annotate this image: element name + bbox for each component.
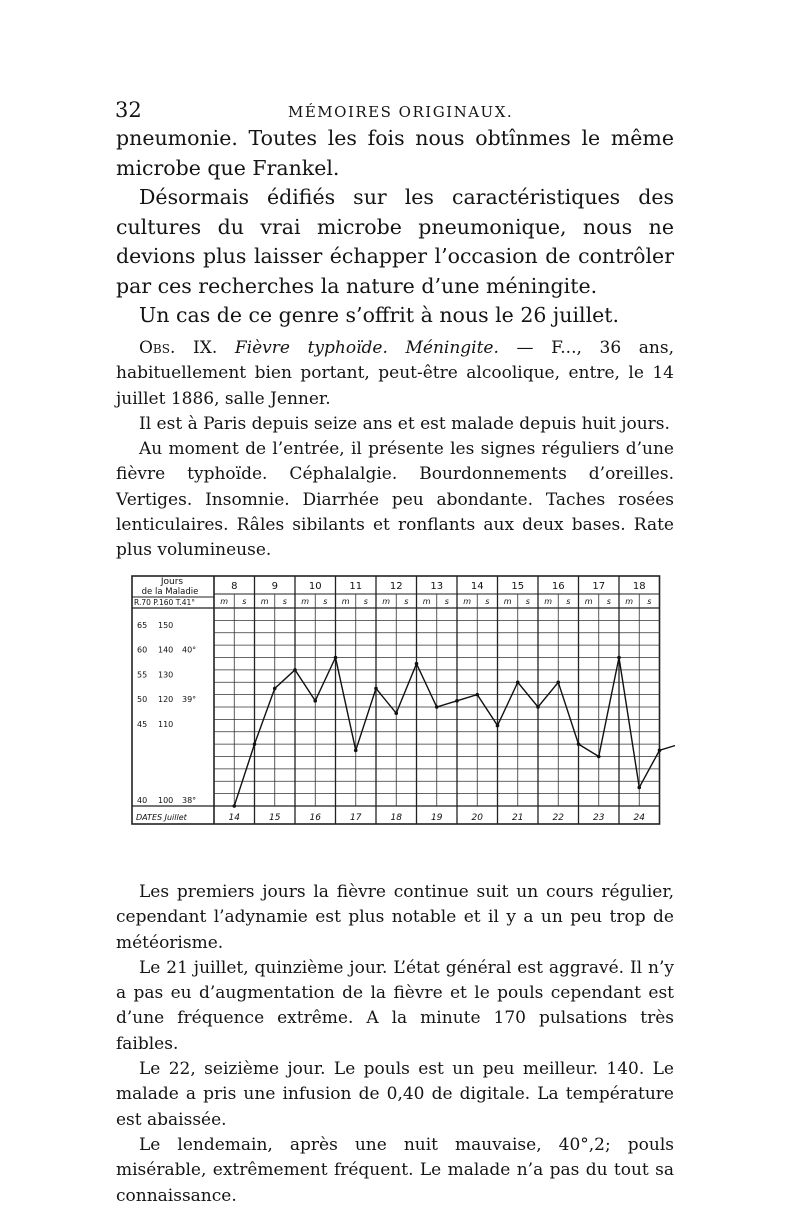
day-label: 14 — [470, 581, 484, 592]
intro-paragraph-3: Un cas de ce genre s’offrit à nous le 26 juillet. — [139, 303, 620, 327]
slot-label-evening: s — [242, 597, 247, 606]
temperature-chart — [120, 570, 675, 830]
slot-label-evening: s — [444, 597, 449, 606]
running-head: MÉMOIRES ORIGINAUX. — [288, 103, 514, 121]
observation-section — [116, 336, 674, 564]
slot-label-evening: s — [566, 597, 571, 606]
closing-paragraph-3: Le 22, seizième jour. Le pouls est un peu meilleur. 140. Le malade a pris une infusion de 0,40 de digitale. La température est abaissée. — [116, 1059, 674, 1130]
temperature-point — [313, 699, 317, 703]
header-jours: Jours — [160, 577, 184, 587]
header-maladie: de la Maladie — [141, 587, 199, 597]
temperature-point — [577, 742, 581, 746]
intro-section — [116, 124, 674, 331]
row-label-r: 65 — [137, 620, 148, 630]
temperature-point — [374, 687, 378, 691]
intro-paragraph-2: Désormais édifiés sur les caractéristiques des cultures du vrai microbe pneumonique, nous ne devions plus laisser échapper l’occasion de contrôler par ces recherches la nature d’une méningite. — [116, 185, 674, 298]
date-label: 24 — [633, 813, 645, 823]
day-label: 11 — [349, 581, 363, 592]
day-label: 13 — [430, 581, 444, 592]
temperature-point — [455, 699, 459, 703]
day-label: 16 — [551, 581, 565, 592]
row-label-r: 45 — [137, 719, 148, 729]
observation-title: Fièvre typhoïde. Méningite. — [234, 338, 499, 358]
temperature-point — [354, 749, 358, 753]
temperature-point — [253, 742, 257, 746]
date-label: 14 — [228, 813, 240, 823]
date-label: 20 — [471, 813, 483, 823]
slot-label-morning: m — [544, 597, 553, 606]
day-label: 12 — [389, 581, 403, 592]
row-label-r: 60 — [137, 645, 148, 655]
date-label: 15 — [269, 813, 281, 823]
temperature-point — [496, 724, 500, 728]
header-rpt: R.70 P.160 T.41° — [134, 598, 196, 607]
row-label-p: 100 — [158, 796, 174, 805]
slot-label-evening: s — [282, 597, 287, 606]
closing-paragraph-2: Le 21 juillet, quinzième jour. L’état général est aggravé. Il n’y a pas eu d’augmentation de la fièvre et le pouls cependant est d’une fréquence extrême. A la minute 170 pulsations très faibles. — [116, 957, 674, 1054]
row-label-p: 130 — [158, 670, 174, 680]
temperature-point — [293, 668, 297, 672]
dates-label: DATES Juillet — [136, 813, 187, 822]
temperature-point — [658, 749, 662, 753]
temperature-point — [415, 662, 419, 666]
slot-label-evening: s — [525, 597, 530, 606]
slot-label-morning: m — [260, 597, 269, 606]
row-label-r: 50 — [137, 695, 148, 704]
day-label: 10 — [308, 581, 322, 592]
page-number: 32 — [115, 98, 142, 122]
chart-frame — [132, 576, 660, 824]
date-label: 22 — [552, 813, 564, 823]
slot-label-morning: m — [341, 597, 350, 606]
temperature-point — [475, 693, 479, 697]
observation-paragraph-2: Au moment de l’entrée, il présente les signes réguliers d’une fièvre typhoïde. Céphalalgie. Bourdonnements d’oreilles. Vertiges. Insomnie. Diarrhée peu abondante. Taches rosées lenticulaires. Râles sibilants et ronflants aux deux bases. Rate plus volumineuse. — [116, 439, 674, 561]
row-label-p: 140 — [158, 645, 174, 655]
temperature-point — [556, 680, 560, 684]
row-label-r: 40 — [137, 796, 148, 805]
slot-label-morning: m — [382, 597, 391, 606]
slot-label-morning: m — [301, 597, 310, 606]
day-label: 9 — [271, 581, 278, 592]
row-label-p: 150 — [158, 620, 174, 630]
observation-heading — [116, 336, 674, 412]
slot-label-morning: m — [625, 597, 634, 606]
day-label: 18 — [632, 581, 646, 592]
row-label-t: 39° — [182, 695, 197, 704]
day-label: 8 — [231, 581, 238, 592]
date-label: 16 — [309, 813, 321, 823]
row-label-t: 38° — [182, 796, 197, 805]
slot-label-morning: m — [422, 597, 431, 606]
date-label: 23 — [593, 813, 605, 823]
temperature-point — [334, 656, 338, 660]
slot-label-morning: m — [463, 597, 472, 606]
slot-label-morning: m — [503, 597, 512, 606]
slot-label-evening: s — [485, 597, 490, 606]
row-label-r: 55 — [137, 670, 148, 680]
closing-section — [116, 880, 674, 1209]
slot-label-morning: m — [584, 597, 593, 606]
temperature-point — [435, 705, 439, 709]
day-label: 17 — [592, 581, 606, 592]
intro-paragraph-1: pneumonie. Toutes les fois nous obtînmes le même microbe que Frankel. — [116, 126, 674, 180]
temperature-point — [617, 656, 621, 660]
date-label: 21 — [512, 813, 524, 823]
temperature-point — [637, 786, 641, 790]
closing-paragraph-1: Les premiers jours la fièvre continue suit un cours régulier, cependant l’adynamie est plus notable et il y a un peu trop de météorisme. — [116, 882, 674, 953]
closing-paragraph-4: Le lendemain, après une nuit mauvaise, 40°,2; pouls misérable, extrêmement fréquent. Le malade n’a pas du tout sa connaissance. — [116, 1134, 674, 1206]
temperature-point — [597, 755, 601, 759]
date-label: 17 — [350, 813, 362, 823]
slot-label-evening: s — [606, 597, 611, 606]
observation-first-text: — F..., 36 ans, habituellement bien portant, peut-être alcoolique, entre, le 14 juillet 1886, salle Jenner. — [116, 338, 674, 409]
slot-label-evening: s — [363, 597, 368, 606]
slot-label-evening: s — [647, 597, 652, 606]
day-label: 15 — [511, 581, 525, 592]
date-label: 19 — [431, 813, 443, 823]
observation-paragraph-1: Il est à Paris depuis seize ans et est malade depuis huit jours. — [139, 413, 670, 434]
temperature-point — [273, 687, 277, 691]
slot-label-evening: s — [323, 597, 328, 606]
slot-label-evening: s — [404, 597, 409, 606]
temperature-point — [232, 804, 236, 808]
temperature-point — [516, 680, 520, 684]
temperature-point — [394, 711, 398, 715]
date-label: 18 — [390, 813, 402, 823]
slot-label-morning: m — [220, 597, 229, 606]
row-label-p: 120 — [158, 695, 174, 704]
row-label-t: 40° — [182, 645, 197, 655]
temperature-point — [536, 705, 540, 709]
observation-label: Obs. IX. — [139, 338, 218, 358]
row-label-p: 110 — [158, 719, 174, 729]
